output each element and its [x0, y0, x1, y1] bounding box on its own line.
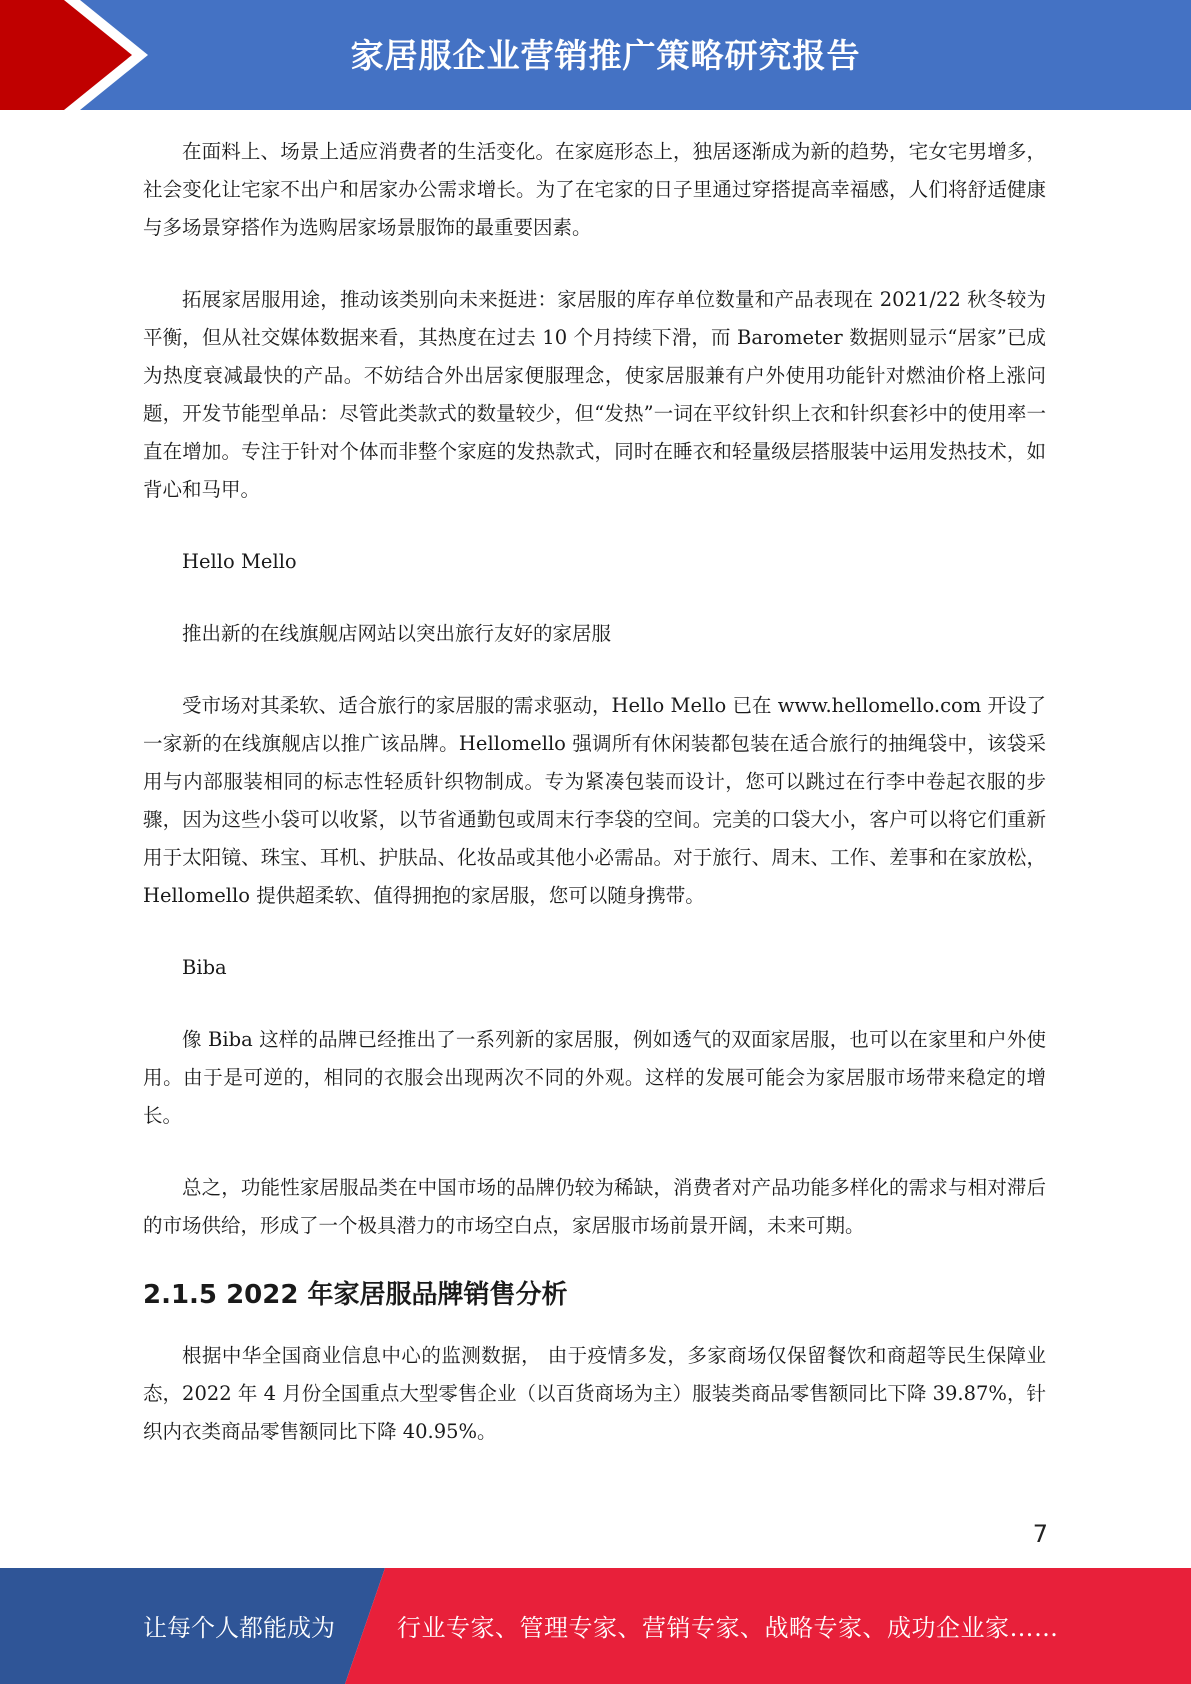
brand-name-biba: Biba: [182, 956, 227, 979]
footer-slogan-left: 让每个人都能成为: [143, 1614, 335, 1642]
paragraph: 总之，功能性家居服品类在中国市场的品牌仍较为稀缺，消费者对产品功能多样化的需求与相对滞后的市场供给，形成了一个极具潜力的市场空白点，家居服市场前景开阔，未来可期。: [143, 1176, 1046, 1237]
paragraph: 根据中华全国商业信息中心的监测数据， 由于疫情多发，多家商场仅保留餐饮和商超等民生保障业态，2022 年 4 月份全国重点大型零售企业（以百货商场为主）服装类商品零售额同比下降 39.87%，针织内衣类商品零售额同比下降 40.95%。: [143, 1344, 1046, 1443]
paragraph: 受市场对其柔软、适合旅行的家居服的需求驱动，Hello Mello 已在 www.hellomello.com 开设了一家新的在线旗舰店以推广该品牌。Hellomello 强调所有休闲装都包装在适合旅行的抽绳袋中，该袋采用与内部服装相同的标志性轻质针织物制成。专为紧凑包装而设计，您可以跳过在行李中卷起衣服的步骤，因为这些小袋可以收紧，以节省通勤包或周末行李袋的空间。完美的口袋大小，客户可以将它们重新用于太阳镜、珠宝、耳机、护肤品、化妆品或其他小必需品。对于旅行、周末、工作、差事和在家放松，Hellomello 提供超柔软、值得拥抱的家居服，您可以随身携带。: [143, 694, 1046, 907]
page-footer: [0, 1568, 1191, 1684]
main-content: [143, 133, 1046, 1451]
brand-name-hello-mello: Hello Mello: [182, 550, 297, 573]
report-title: 家居服企业营销推广策略研究报告: [350, 36, 861, 75]
page-number: 7: [1032, 1520, 1048, 1548]
paragraph: 像 Biba 这样的品牌已经推出了一系列新的家居服，例如透气的双面家居服，也可以在家里和户外使用。由于是可逆的，相同的衣服会出现两次不同的外观。这样的发展可能会为家居服市场带来稳定的增长。: [143, 1028, 1046, 1127]
footer-slogan-right: 行业专家、管理专家、营销专家、战略专家、成功企业家……: [397, 1614, 1059, 1642]
subheading-text: 推出新的在线旗舰店网站以突出旅行友好的家居服: [182, 622, 612, 645]
page-header: [0, 0, 1191, 110]
paragraph: 在面料上、场景上适应消费者的生活变化。在家庭形态上，独居逐渐成为新的趋势，宅女宅男增多，社会变化让宅家不出户和居家办公需求增长。为了在宅家的日子里通过穿搭提高幸福感，人们将舒适健康与多场景穿搭作为选购居家场景服饰的最重要因素。: [143, 140, 1046, 239]
paragraph: 拓展家居服用途，推动该类别向未来挺进：家居服的库存单位数量和产品表现在 2021/22 秋冬较为平衡，但从社交媒体数据来看，其热度在过去 10 个月持续下滑，而 Barometer 数据则显示“居家”已成为热度衰减最快的产品。不妨结合外出居家便服理念，使家居服兼有户外使用功能针对燃油价格上涨问题，开发节能型单品：尽管此类款式的数量较少，但“发热”一词在平纹针织上衣和针织套衫中的使用率一直在增加。专注于针对个体而非整个家庭的发热款式，同时在睡衣和轻量级层搭服装中运用发热技术，如背心和马甲。: [143, 288, 1046, 501]
section-heading: 2.1.5 2022 年家居服品牌销售分析: [143, 1280, 568, 1310]
